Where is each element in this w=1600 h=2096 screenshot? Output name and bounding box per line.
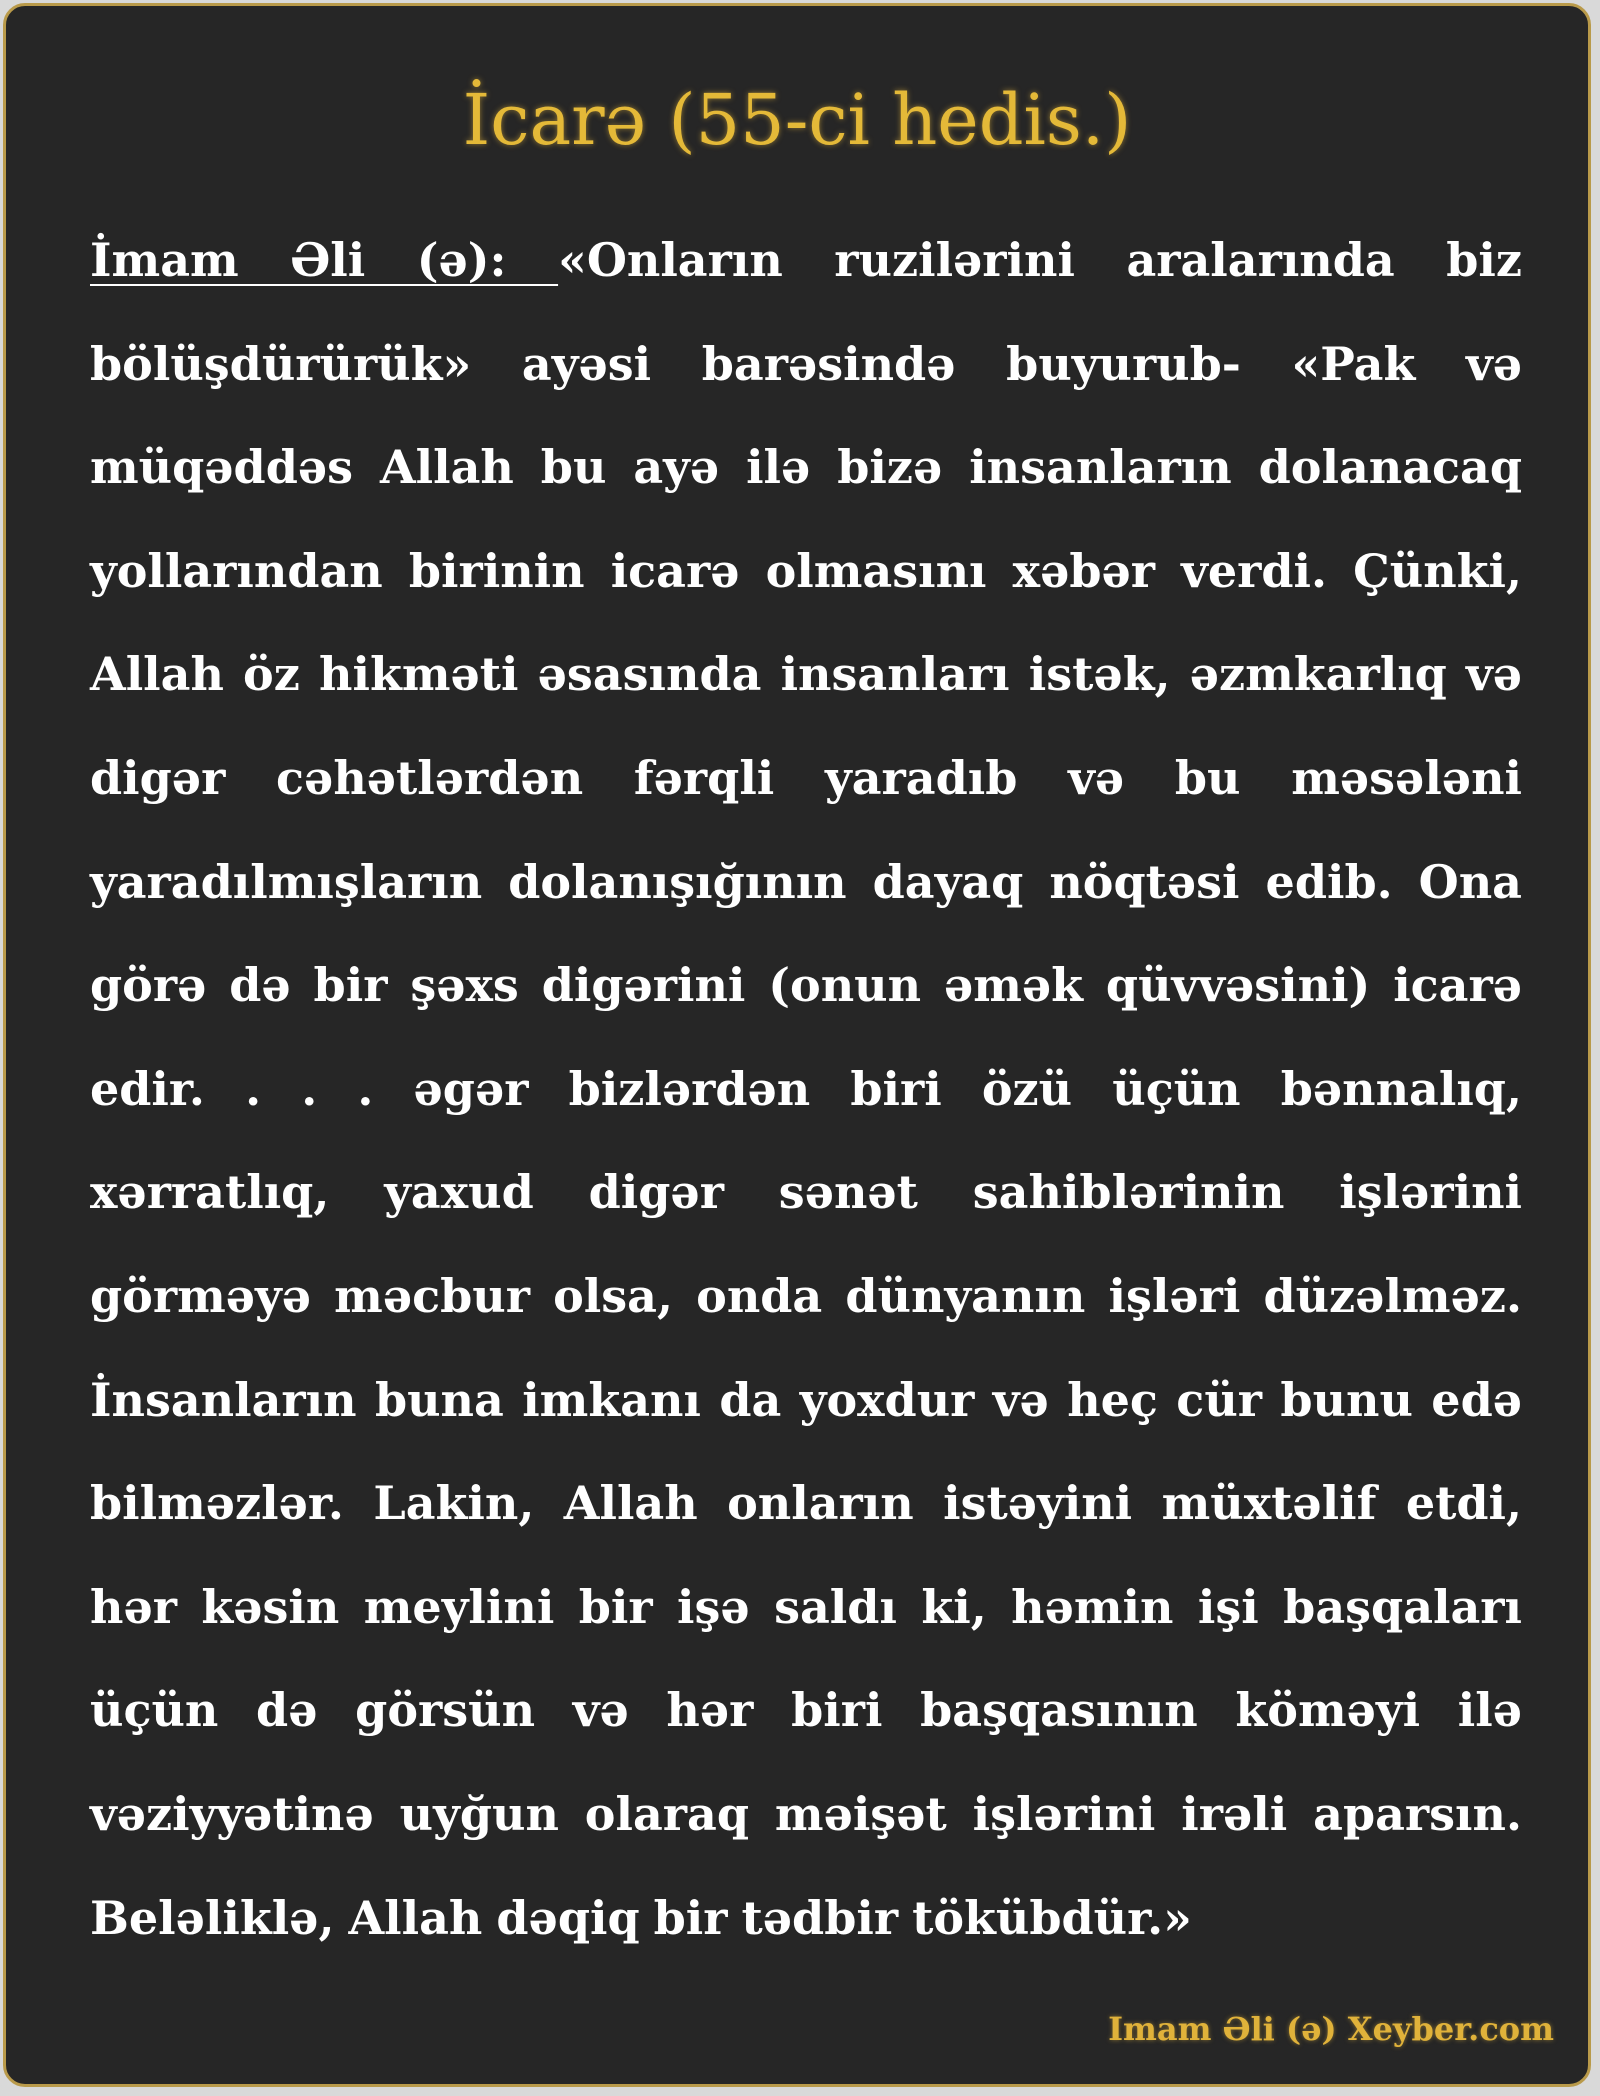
source-watermark: Imam Əli (ə) Xeyber.com bbox=[1108, 2010, 1554, 2048]
hadith-card bbox=[3, 3, 1591, 2087]
hadith-text: «Onların ruzilərini aralarında biz bölüşdürürük» ayəsi barəsində buyurub- «Pak və müqəddəs Allah bu ayə ilə bizə insanların dolanacaq yollarından birinin icarə olmasını xəbər verdi. Çünki, Allah öz hikməti əsasında insanları istək, əzmkarlıq və digər cəhətlərdən fərqli yaradıb və bu məsələni yaradılmışların dolanışığının dayaq nöqtəsi edib. Ona görə də bir şəxs digərini (onun əmək qüvvəsini) icarə edir. . . . əgər bizlərdən biri özü üçün bənnalıq, xərratlıq, yaxud digər sənət sahiblərinin işlərini görməyə məcbur olsa, onda dünyanın işləri düzəlməz. İnsanların buna imkanı da yoxdur və heç cür bunu edə bilməzlər. Lakin, Allah onların istəyini müxtəlif etdi, hər kəsin meylini bir işə saldı ki, həmin işi başqaları üçün də görsün və hər biri başqasının köməyi ilə vəziyyətinə uyğun olaraq məişət işlərini irəli aparsın. Beləliklə, Allah dəqiq bir tədbir tökübdür.» bbox=[90, 233, 1523, 1945]
hadith-body bbox=[90, 209, 1522, 1970]
hadith-title: İcarə (55-ci hedis.) bbox=[462, 79, 1132, 161]
hadith-speaker: İmam Əli (ə): bbox=[90, 233, 559, 287]
